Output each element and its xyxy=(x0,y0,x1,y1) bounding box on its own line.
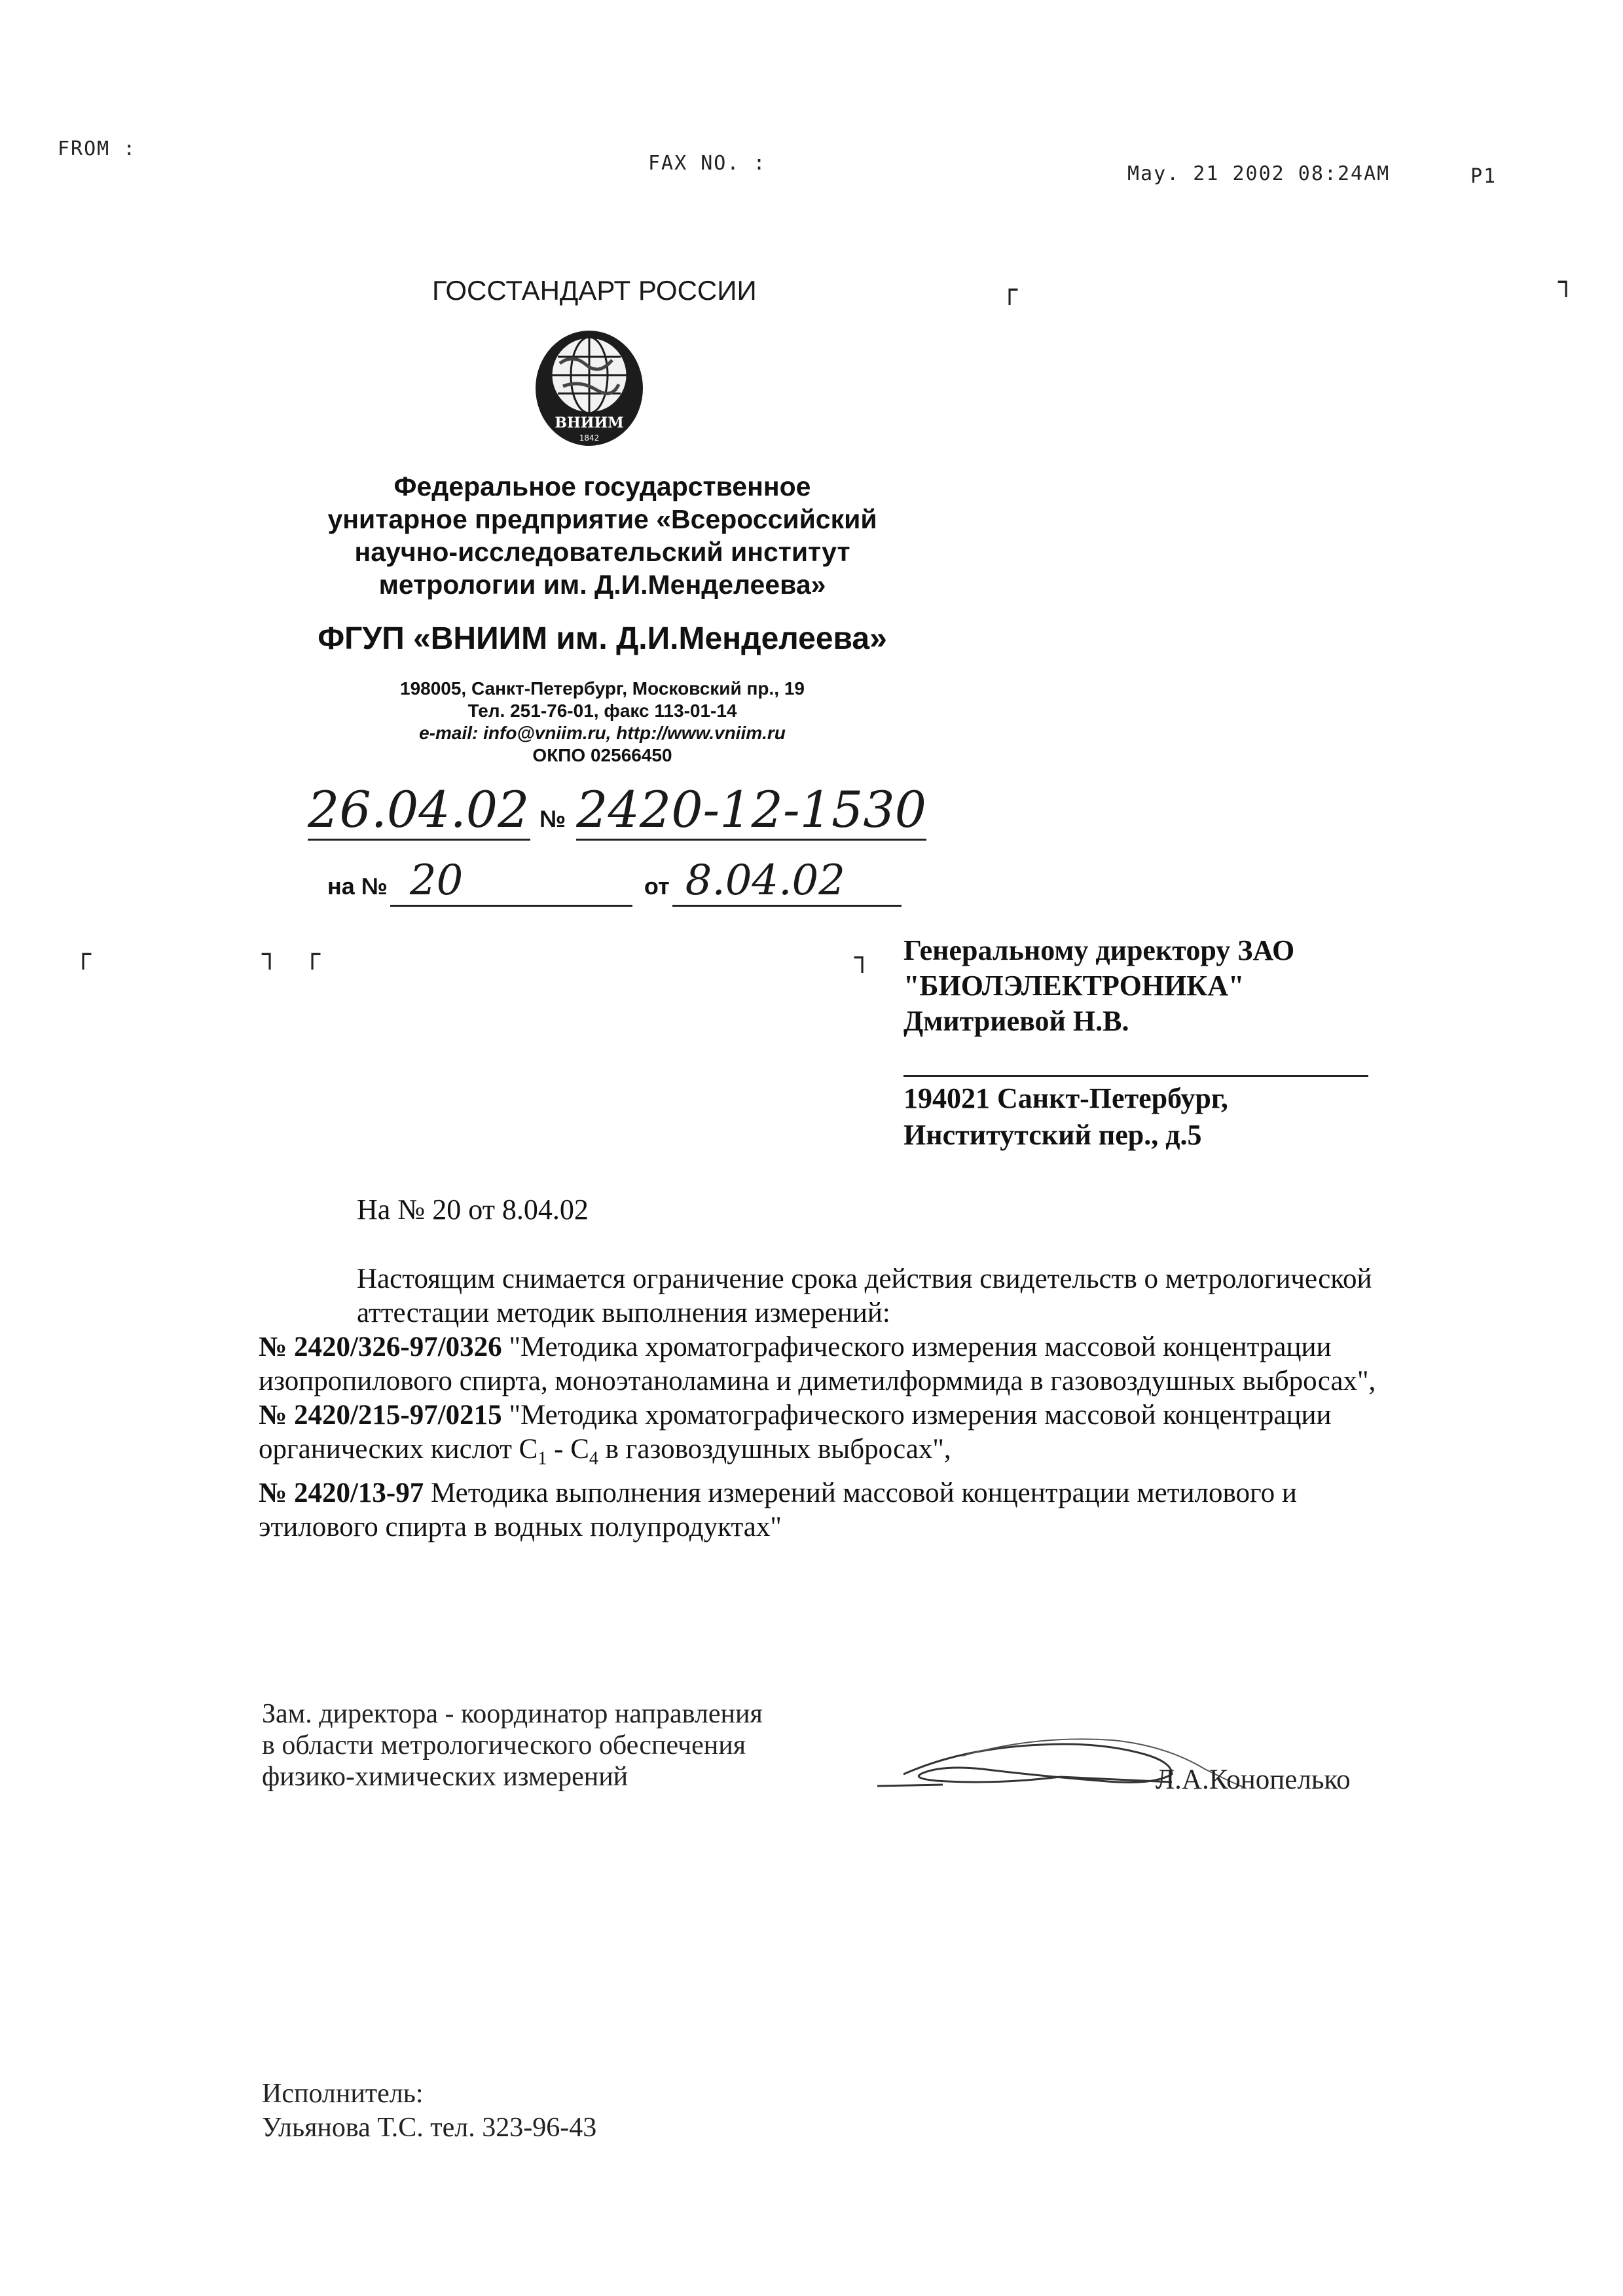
letter-body xyxy=(259,1262,1411,1544)
outgoing-date: 26.04.02 xyxy=(308,780,530,841)
reply-line xyxy=(327,856,902,907)
executor-details: Ульянова Т.С. тел. 323-96-43 xyxy=(262,2113,597,2143)
signer-position xyxy=(262,1698,763,1793)
reply-date: 8.04.02 xyxy=(672,856,902,907)
position-line: Зам. директора - координатор направления xyxy=(262,1699,763,1729)
reply-date-label: от xyxy=(644,873,670,900)
org-email: e-mail: info@vniim.ru, http://www.vniim.ru xyxy=(419,723,786,743)
addressee-line: Дмитриевой Н.В. xyxy=(903,1005,1129,1037)
addressee-line: Генеральному директору ЗАО xyxy=(903,934,1295,966)
corner-mark: ┐ xyxy=(854,943,871,973)
organization-short-name: ФГУП «ВНИИМ им. Д.И.Менделеева» xyxy=(318,621,887,656)
corner-mark: ┐ xyxy=(1558,267,1575,297)
corner-mark: ┌ xyxy=(304,939,321,970)
logo-wordmark: ВНИИМ xyxy=(555,414,624,431)
org-line: Федеральное государственное xyxy=(393,471,811,501)
org-line: унитарное предприятие «Всероссийский xyxy=(327,504,877,534)
corner-mark: ┌ xyxy=(1002,275,1018,305)
fax-datetime: May. 21 2002 08:24AM xyxy=(1127,162,1391,185)
fax-from: FROM : xyxy=(58,137,137,160)
method-item: № 2420/215-97/0215 "Методика хроматографического измерения массовой концентрации органических кислот $C_1 - C_4$ в газовоздушных выбросах", xyxy=(259,1400,1332,1469)
org-okpo: ОКПО 02566450 xyxy=(532,745,672,765)
addressee-line: "БИОЛЭЛЕКТРОНИКА" xyxy=(903,970,1245,1002)
method-item: № 2420/13-97 Методика выполнения измерений массовой концентрации метилового и этилового спирта в водных полупродуктах" xyxy=(259,1477,1297,1542)
outgoing-number-label: № xyxy=(539,805,566,832)
fax-page: P1 xyxy=(1470,165,1497,188)
logo-year: 1842 xyxy=(579,433,600,443)
corner-mark: ┌ xyxy=(75,939,92,970)
position-line: в области метрологического обеспечения xyxy=(262,1730,746,1760)
body-intro: Настоящим снимается ограничение срока действия свидетельств о метрологической аттестации методик выполнения измерений: xyxy=(357,1264,1372,1328)
org-line: метрологии им. Д.И.Менделеева» xyxy=(378,570,826,600)
outgoing-line xyxy=(308,780,926,839)
organization-logo xyxy=(534,324,645,448)
fax-number-label: FAX NO. : xyxy=(648,152,767,175)
executor-label: Исполнитель: xyxy=(262,2079,424,2109)
corner-mark: ┐ xyxy=(262,939,278,970)
organization-full-name xyxy=(262,470,943,601)
organization-contacts xyxy=(347,678,858,767)
executor-block xyxy=(262,2077,596,2145)
org-line: научно-исследовательский институт xyxy=(354,537,850,567)
globe-emblem-icon xyxy=(534,324,645,448)
signer-name: Л.А.Конопелько xyxy=(1156,1764,1351,1795)
reply-number: 20 xyxy=(390,856,632,907)
divider xyxy=(903,1075,1368,1077)
addressee-address xyxy=(903,1080,1228,1154)
method-item: № 2420/326-97/0326 "Методика хроматографического измерения массовой концентрации изопропилового спирта, моноэтаноламина и диметилформмида в газовоздушных выбросах", xyxy=(259,1332,1376,1396)
addressee-block xyxy=(903,933,1294,1039)
outgoing-number: 2420-12-1530 xyxy=(576,780,926,841)
org-address: 198005, Санкт-Петербург, Московский пр., 19 xyxy=(400,678,805,699)
address-line: 194021 Санкт-Петербург, xyxy=(903,1082,1228,1114)
position-line: физико-химических измерений xyxy=(262,1762,629,1792)
agency-title: ГОССТАНДАРТ РОССИИ xyxy=(432,275,757,306)
reference-line: На № 20 от 8.04.02 xyxy=(357,1194,589,1226)
reply-number-label: на № xyxy=(327,873,388,900)
org-phone: Тел. 251-76-01, факс 113-01-14 xyxy=(467,701,737,721)
address-line: Институтский пер., д.5 xyxy=(903,1119,1202,1151)
